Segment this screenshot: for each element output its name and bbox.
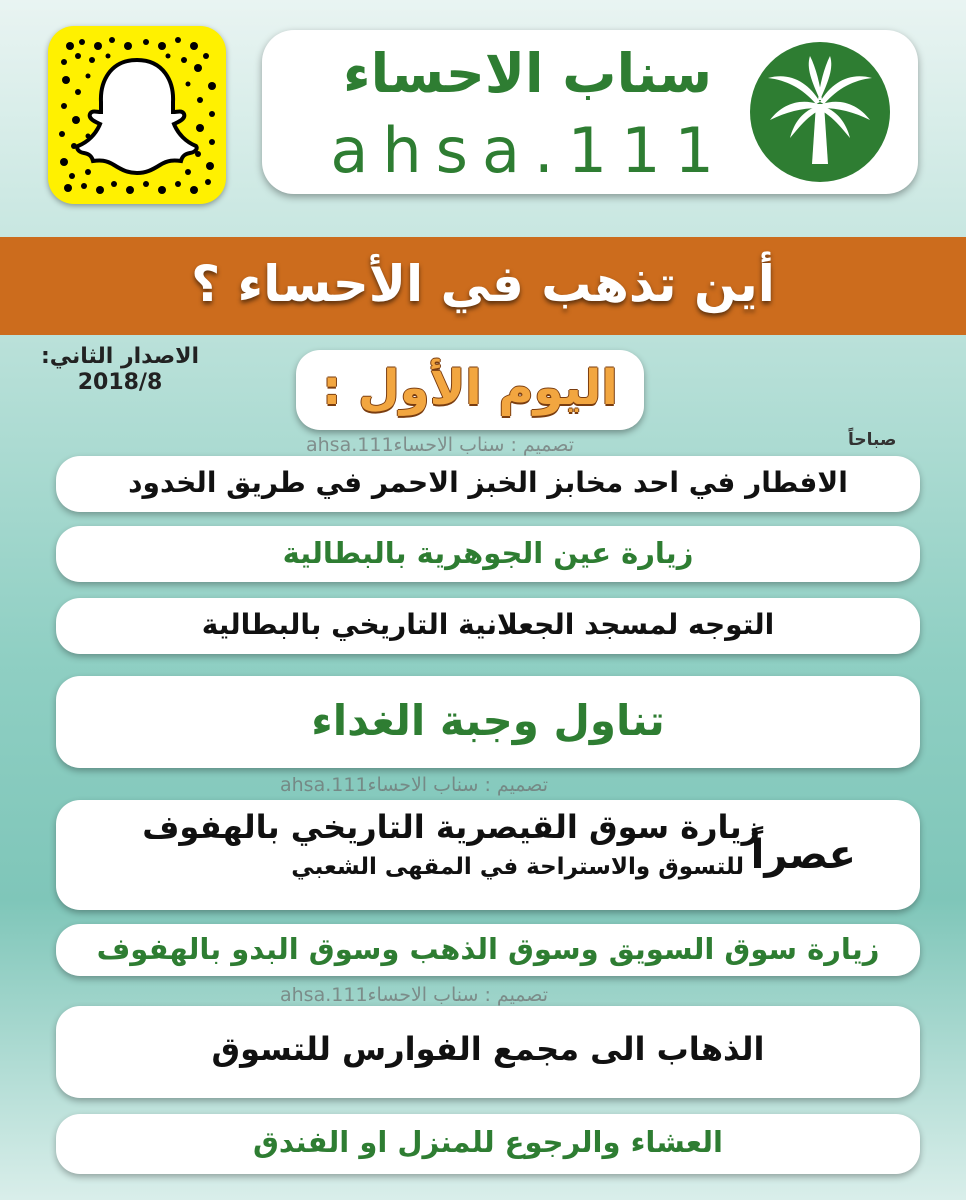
day-badge — [296, 350, 644, 430]
activity-card-suwaiq — [56, 924, 920, 976]
activity-text: العشاء والرجوع للمنزل او الفندق — [253, 1125, 723, 1159]
activity-card-jalaniya — [56, 598, 920, 654]
day-title: اليوم الأول : — [322, 360, 618, 416]
palm-tree-logo-icon — [750, 42, 890, 182]
activity-text: زيارة سوق السويق وسوق الذهب وسوق البدو بالهفوف — [96, 932, 880, 966]
activity-card-breakfast — [56, 456, 920, 512]
design-credit: تصميم : سناب الاحساءahsa.111 — [280, 774, 549, 796]
brand-handle: ahsa.111 — [330, 114, 728, 187]
activity-text: الافطار في احد مخابز الخبز الاحمر في طريق الخدود — [128, 466, 848, 499]
banner-title: أين تذهب في الأحساء ؟ — [191, 255, 775, 313]
afternoon-label: عصراً — [750, 832, 856, 878]
activity-text: زيارة عين الجوهرية بالبطالية — [282, 536, 694, 570]
activity-card-dinner — [56, 1114, 920, 1174]
activity-card-jawhariya — [56, 526, 920, 582]
morning-label: صباحاً — [848, 430, 897, 450]
design-credit: تصميم : سناب الاحساءahsa.111 — [280, 984, 549, 1006]
edition-info — [30, 344, 210, 396]
edition-label: الاصدار الثاني: — [40, 344, 200, 369]
activity-subtext: للتسوق والاستراحة في المقهى الشعبي — [291, 854, 744, 880]
activity-card-fawaris — [56, 1006, 920, 1098]
activity-text: تناول وجبة الغداء — [311, 696, 665, 745]
snapchat-ghost-icon — [48, 26, 226, 204]
activity-card-qaisariya — [56, 800, 920, 910]
title-banner — [0, 237, 966, 335]
activity-card-lunch — [56, 676, 920, 768]
activity-text: التوجه لمسجد الجعلانية التاريخي بالبطالية — [201, 608, 775, 641]
activity-text: زيارة سوق القيصرية التاريخي بالهفوف — [142, 808, 760, 846]
brand-header — [262, 30, 918, 194]
brand-title: سناب الاحساء — [343, 42, 712, 105]
snapcode[interactable] — [48, 26, 226, 204]
design-credit: تصميم : سناب الاحساءahsa.111 — [306, 434, 575, 456]
activity-text: الذهاب الى مجمع الفوارس للتسوق — [211, 1030, 765, 1068]
edition-date: 2018/8 — [77, 370, 163, 395]
